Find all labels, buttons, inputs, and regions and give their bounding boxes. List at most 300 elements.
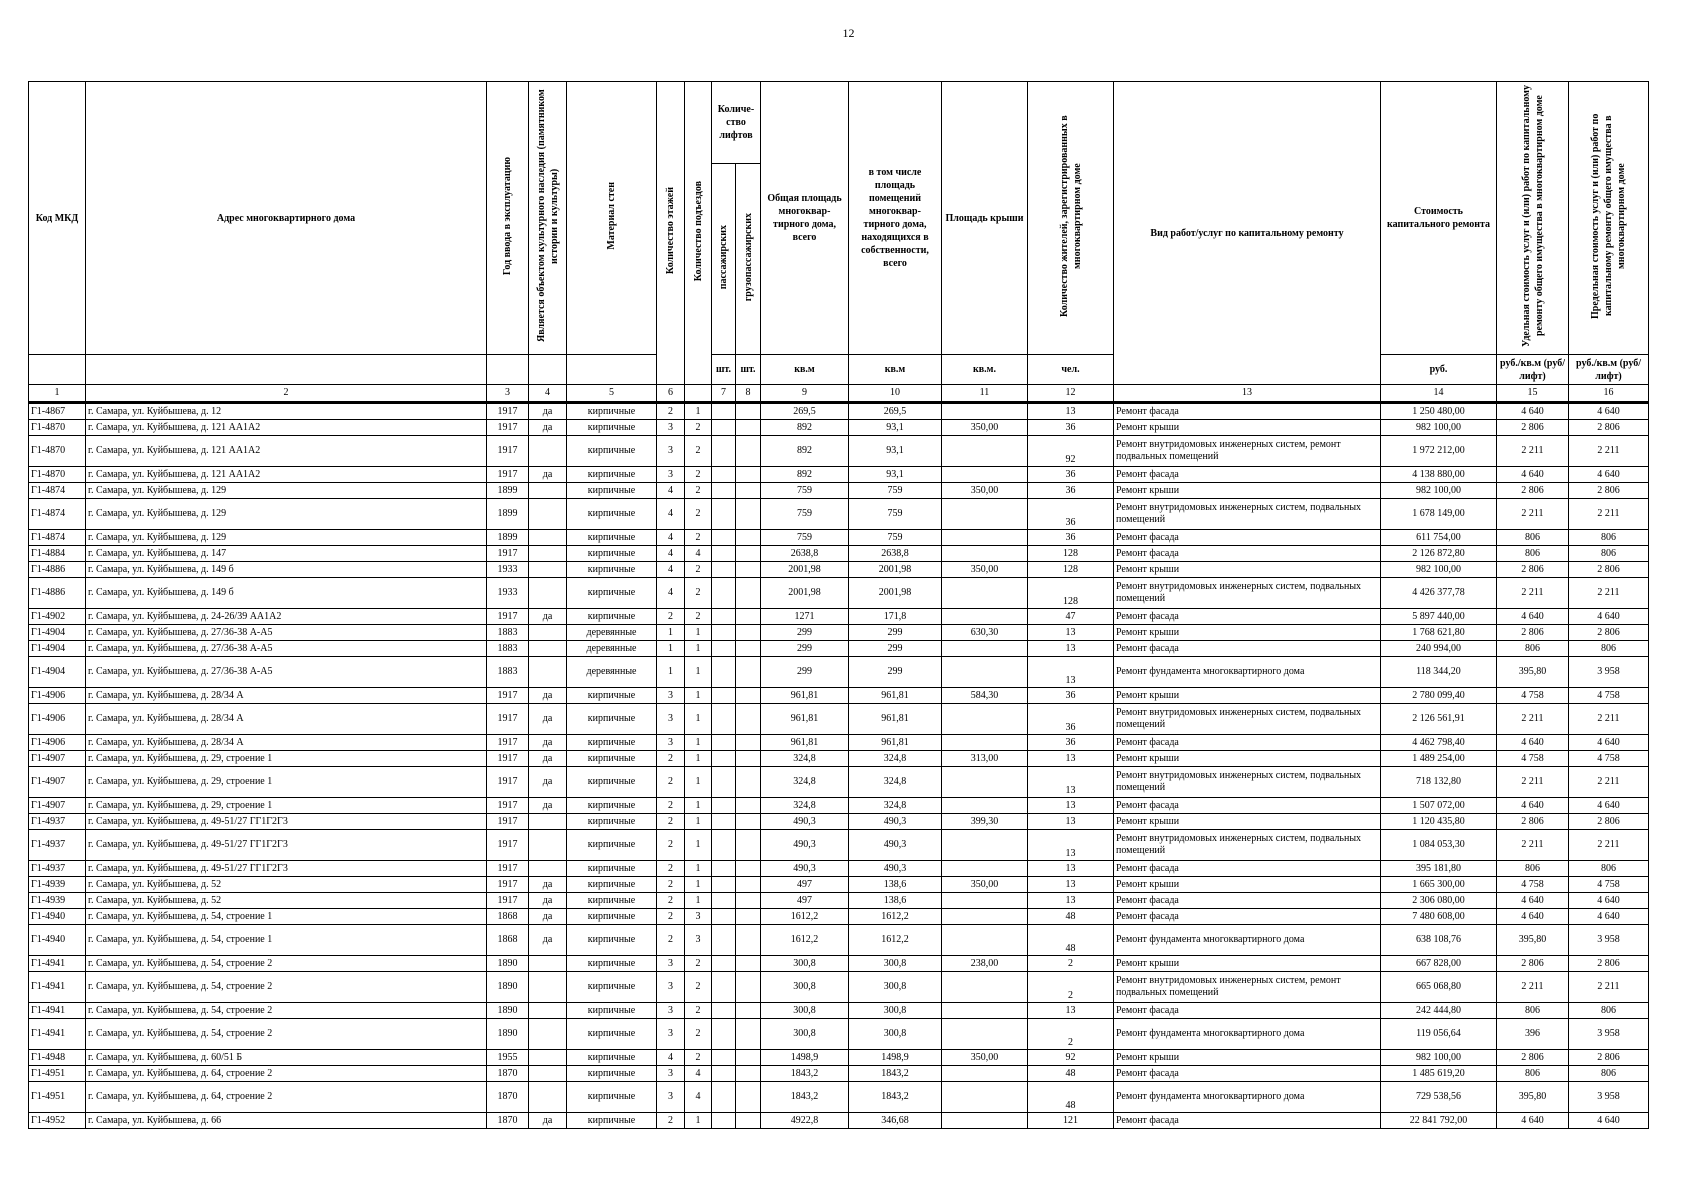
cell-unit-cost: 2 806 <box>1497 956 1569 972</box>
cell-work-type: Ремонт крыши <box>1114 956 1381 972</box>
cell-residents: 13 <box>1028 625 1114 641</box>
cell-lifts-cargo <box>736 893 761 909</box>
cell-work-type: Ремонт фасада <box>1114 1003 1381 1019</box>
cell-work-type: Ремонт крыши <box>1114 1050 1381 1066</box>
cell-max-cost: 2 211 <box>1569 499 1649 530</box>
cell-cost: 1 485 619,20 <box>1381 1066 1497 1082</box>
cell-floors: 3 <box>657 735 685 751</box>
cell-code: Г1-4884 <box>29 546 86 562</box>
cell-code: Г1-4870 <box>29 436 86 467</box>
cell-cost: 729 538,56 <box>1381 1082 1497 1113</box>
cell-code: Г1-4948 <box>29 1050 86 1066</box>
cell-heritage <box>529 861 567 877</box>
table-row <box>29 546 1649 562</box>
cell-unit-cost: 4 640 <box>1497 403 1569 420</box>
cell-year: 1890 <box>487 956 529 972</box>
cell-work-type: Ремонт фасада <box>1114 641 1381 657</box>
cell-total-area: 1498,9 <box>761 1050 849 1066</box>
cell-heritage: да <box>529 893 567 909</box>
header-residents: Количество жителей, зарегистрированных в многоквартирном доме <box>1028 82 1114 355</box>
cell-cost: 2 126 561,91 <box>1381 704 1497 735</box>
cell-max-cost: 2 211 <box>1569 436 1649 467</box>
cell-max-cost: 4 640 <box>1569 909 1649 925</box>
cell-address: г. Самара, ул. Куйбышева, д. 54, строение 1 <box>86 909 487 925</box>
table-row <box>29 688 1649 704</box>
cell-code: Г1-4904 <box>29 641 86 657</box>
cell-code: Г1-4886 <box>29 578 86 609</box>
cell-entrances: 1 <box>685 877 712 893</box>
cell-lifts-cargo <box>736 751 761 767</box>
cell-material: кирпичные <box>567 925 657 956</box>
cell-floors: 2 <box>657 909 685 925</box>
cell-material: кирпичные <box>567 530 657 546</box>
column-number: 9 <box>761 385 849 403</box>
cell-lifts-cargo <box>736 956 761 972</box>
unit-year <box>487 355 529 385</box>
cell-entrances: 2 <box>685 436 712 467</box>
cell-year: 1917 <box>487 546 529 562</box>
cell-residents: 13 <box>1028 814 1114 830</box>
cell-lifts-passenger <box>712 1066 736 1082</box>
cell-entrances: 2 <box>685 420 712 436</box>
cell-owned-area: 299 <box>849 641 942 657</box>
cell-lifts-cargo <box>736 467 761 483</box>
cell-max-cost: 806 <box>1569 546 1649 562</box>
cell-address: г. Самара, ул. Куйбышева, д. 121 АА1А2 <box>86 436 487 467</box>
cell-total-area: 892 <box>761 436 849 467</box>
cell-unit-cost: 806 <box>1497 546 1569 562</box>
cell-cost: 665 068,80 <box>1381 972 1497 1003</box>
table-row <box>29 1082 1649 1113</box>
cell-roof-area: 350,00 <box>942 877 1028 893</box>
cell-residents: 13 <box>1028 641 1114 657</box>
cell-address: г. Самара, ул. Куйбышева, д. 64, строение 2 <box>86 1066 487 1082</box>
cell-year: 1870 <box>487 1066 529 1082</box>
cell-unit-cost: 4 758 <box>1497 751 1569 767</box>
cell-lifts-passenger <box>712 467 736 483</box>
table-row <box>29 467 1649 483</box>
table-row <box>29 956 1649 972</box>
cell-lifts-cargo <box>736 735 761 751</box>
cell-heritage <box>529 830 567 861</box>
cell-residents: 36 <box>1028 420 1114 436</box>
cell-total-area: 1271 <box>761 609 849 625</box>
cell-heritage <box>529 956 567 972</box>
cell-unit-cost: 4 758 <box>1497 688 1569 704</box>
cell-cost: 611 754,00 <box>1381 530 1497 546</box>
column-number: 11 <box>942 385 1028 403</box>
cell-material: кирпичные <box>567 578 657 609</box>
cell-heritage: да <box>529 767 567 798</box>
cell-material: кирпичные <box>567 1050 657 1066</box>
cell-floors: 2 <box>657 877 685 893</box>
header-year: Год ввода в эксплуатацию <box>487 82 529 355</box>
cell-lifts-passenger <box>712 909 736 925</box>
cell-heritage <box>529 641 567 657</box>
cell-max-cost: 806 <box>1569 1066 1649 1082</box>
cell-max-cost: 4 758 <box>1569 877 1649 893</box>
cell-roof-area <box>942 436 1028 467</box>
column-number: 2 <box>86 385 487 403</box>
cell-residents: 13 <box>1028 403 1114 420</box>
cell-floors: 1 <box>657 657 685 688</box>
cell-year: 1917 <box>487 735 529 751</box>
cell-total-area: 324,8 <box>761 767 849 798</box>
table-row <box>29 483 1649 499</box>
cell-material: деревянные <box>567 657 657 688</box>
page-number: 12 <box>842 26 855 40</box>
cell-residents: 36 <box>1028 499 1114 530</box>
cell-cost: 1 507 072,00 <box>1381 798 1497 814</box>
cell-year: 1917 <box>487 798 529 814</box>
cell-floors: 2 <box>657 814 685 830</box>
cell-work-type: Ремонт фасада <box>1114 798 1381 814</box>
table-row <box>29 830 1649 861</box>
cell-entrances: 1 <box>685 751 712 767</box>
cell-owned-area: 324,8 <box>849 767 942 798</box>
cell-total-area: 299 <box>761 641 849 657</box>
cell-lifts-passenger <box>712 403 736 420</box>
cell-residents: 36 <box>1028 483 1114 499</box>
cell-max-cost: 2 806 <box>1569 420 1649 436</box>
cell-roof-area <box>942 830 1028 861</box>
cell-floors: 3 <box>657 436 685 467</box>
cell-owned-area: 759 <box>849 499 942 530</box>
cell-owned-area: 138,6 <box>849 893 942 909</box>
cell-entrances: 1 <box>685 861 712 877</box>
cell-address: г. Самара, ул. Куйбышева, д. 121 АА1А2 <box>86 420 487 436</box>
cell-code: Г1-4937 <box>29 830 86 861</box>
cell-lifts-cargo <box>736 1003 761 1019</box>
cell-roof-area <box>942 735 1028 751</box>
cell-heritage: да <box>529 877 567 893</box>
cell-owned-area: 93,1 <box>849 436 942 467</box>
table-body <box>29 403 1649 1129</box>
table-row <box>29 530 1649 546</box>
cell-roof-area: 350,00 <box>942 562 1028 578</box>
cell-address: г. Самара, ул. Куйбышева, д. 147 <box>86 546 487 562</box>
cell-lifts-passenger <box>712 1050 736 1066</box>
cell-lifts-passenger <box>712 735 736 751</box>
cell-material: деревянные <box>567 641 657 657</box>
cell-year: 1917 <box>487 751 529 767</box>
unit-material <box>567 355 657 385</box>
cell-unit-cost: 806 <box>1497 1003 1569 1019</box>
cell-lifts-cargo <box>736 609 761 625</box>
cell-year: 1883 <box>487 657 529 688</box>
cell-residents: 2 <box>1028 1019 1114 1050</box>
cell-address: г. Самара, ул. Куйбышева, д. 129 <box>86 530 487 546</box>
cell-entrances: 2 <box>685 562 712 578</box>
cell-year: 1917 <box>487 814 529 830</box>
table-row <box>29 893 1649 909</box>
cell-floors: 2 <box>657 830 685 861</box>
cell-owned-area: 300,8 <box>849 956 942 972</box>
cell-max-cost: 2 211 <box>1569 830 1649 861</box>
cell-heritage <box>529 1050 567 1066</box>
cell-floors: 3 <box>657 1082 685 1113</box>
cell-material: кирпичные <box>567 877 657 893</box>
cell-heritage <box>529 1066 567 1082</box>
cell-work-type: Ремонт крыши <box>1114 688 1381 704</box>
cell-year: 1955 <box>487 1050 529 1066</box>
table-row <box>29 751 1649 767</box>
column-number: 6 <box>657 385 685 403</box>
cell-address: г. Самара, ул. Куйбышева, д. 49-51/27 ГГ1Г2Г3 <box>86 814 487 830</box>
cell-address: г. Самара, ул. Куйбышева, д. 29, строение 1 <box>86 751 487 767</box>
cell-entrances: 1 <box>685 657 712 688</box>
cell-owned-area: 961,81 <box>849 688 942 704</box>
cell-year: 1917 <box>487 830 529 861</box>
cell-unit-cost: 4 640 <box>1497 735 1569 751</box>
cell-total-area: 1843,2 <box>761 1066 849 1082</box>
cell-year: 1899 <box>487 483 529 499</box>
cell-address: г. Самара, ул. Куйбышева, д. 49-51/27 ГГ1Г2Г3 <box>86 830 487 861</box>
table-row <box>29 704 1649 735</box>
column-number: 8 <box>736 385 761 403</box>
cell-heritage <box>529 530 567 546</box>
cell-unit-cost: 2 806 <box>1497 814 1569 830</box>
cell-cost: 638 108,76 <box>1381 925 1497 956</box>
cell-lifts-passenger <box>712 1113 736 1129</box>
cell-entrances: 1 <box>685 767 712 798</box>
cell-floors: 4 <box>657 483 685 499</box>
cell-code: Г1-4907 <box>29 751 86 767</box>
cell-address: г. Самара, ул. Куйбышева, д. 27/36-38 А-А5 <box>86 641 487 657</box>
cell-unit-cost: 395,80 <box>1497 925 1569 956</box>
cell-owned-area: 1498,9 <box>849 1050 942 1066</box>
cell-heritage: да <box>529 925 567 956</box>
cell-max-cost: 4 640 <box>1569 609 1649 625</box>
cell-lifts-cargo <box>736 562 761 578</box>
cell-floors: 2 <box>657 925 685 956</box>
cell-total-area: 300,8 <box>761 956 849 972</box>
cell-lifts-passenger <box>712 751 736 767</box>
cell-lifts-cargo <box>736 420 761 436</box>
cell-total-area: 299 <box>761 657 849 688</box>
cell-cost: 2 126 872,80 <box>1381 546 1497 562</box>
cell-unit-cost: 806 <box>1497 1066 1569 1082</box>
column-number: 4 <box>529 385 567 403</box>
unit-roof-area: кв.м. <box>942 355 1028 385</box>
cell-lifts-cargo <box>736 767 761 798</box>
cell-residents: 13 <box>1028 798 1114 814</box>
cell-heritage <box>529 972 567 1003</box>
cell-entrances: 4 <box>685 1082 712 1113</box>
cell-roof-area <box>942 609 1028 625</box>
cell-residents: 13 <box>1028 830 1114 861</box>
cell-cost: 982 100,00 <box>1381 483 1497 499</box>
cell-roof-area <box>942 467 1028 483</box>
cell-code: Г1-4874 <box>29 499 86 530</box>
cell-cost: 1 120 435,80 <box>1381 814 1497 830</box>
cell-lifts-passenger <box>712 877 736 893</box>
cell-cost: 667 828,00 <box>1381 956 1497 972</box>
cell-owned-area: 490,3 <box>849 830 942 861</box>
header-lifts-cargo: грузопассажирских <box>736 164 761 355</box>
cell-entrances: 4 <box>685 1066 712 1082</box>
cell-residents: 47 <box>1028 609 1114 625</box>
cell-cost: 240 994,00 <box>1381 641 1497 657</box>
cell-roof-area <box>942 1003 1028 1019</box>
cell-work-type: Ремонт внутридомовых инженерных систем, подвальных помещений <box>1114 830 1381 861</box>
cell-work-type: Ремонт внутридомовых инженерных систем, подвальных помещений <box>1114 578 1381 609</box>
cell-cost: 242 444,80 <box>1381 1003 1497 1019</box>
cell-max-cost: 2 806 <box>1569 1050 1649 1066</box>
cell-residents: 92 <box>1028 436 1114 467</box>
table-row <box>29 972 1649 1003</box>
cell-code: Г1-4939 <box>29 877 86 893</box>
cell-lifts-cargo <box>736 436 761 467</box>
cell-residents: 92 <box>1028 1050 1114 1066</box>
table-row <box>29 798 1649 814</box>
cell-total-area: 961,81 <box>761 735 849 751</box>
cell-owned-area: 490,3 <box>849 861 942 877</box>
cell-cost: 1 084 053,30 <box>1381 830 1497 861</box>
cell-code: Г1-4940 <box>29 925 86 956</box>
cell-lifts-cargo <box>736 1113 761 1129</box>
cell-material: кирпичные <box>567 735 657 751</box>
column-number: 3 <box>487 385 529 403</box>
cell-unit-cost: 396 <box>1497 1019 1569 1050</box>
table-row <box>29 1113 1649 1129</box>
cell-max-cost: 2 211 <box>1569 972 1649 1003</box>
cell-lifts-passenger <box>712 1082 736 1113</box>
cell-cost: 4 462 798,40 <box>1381 735 1497 751</box>
cell-lifts-passenger <box>712 814 736 830</box>
table-row <box>29 420 1649 436</box>
column-number: 14 <box>1381 385 1497 403</box>
cell-roof-area: 238,00 <box>942 956 1028 972</box>
cell-total-area: 300,8 <box>761 1019 849 1050</box>
cell-code: Г1-4902 <box>29 609 86 625</box>
cell-owned-area: 1612,2 <box>849 925 942 956</box>
cell-total-area: 300,8 <box>761 1003 849 1019</box>
cell-total-area: 299 <box>761 625 849 641</box>
cell-lifts-cargo <box>736 798 761 814</box>
cell-owned-area: 300,8 <box>849 1019 942 1050</box>
cell-entrances: 2 <box>685 1003 712 1019</box>
cell-address: г. Самара, ул. Куйбышева, д. 149 б <box>86 578 487 609</box>
cell-roof-area: 630,30 <box>942 625 1028 641</box>
cell-year: 1917 <box>487 467 529 483</box>
cell-total-area: 759 <box>761 530 849 546</box>
cell-cost: 1 250 480,00 <box>1381 403 1497 420</box>
cell-owned-area: 299 <box>849 657 942 688</box>
cell-roof-area <box>942 1082 1028 1113</box>
cell-lifts-cargo <box>736 972 761 1003</box>
cell-material: кирпичные <box>567 499 657 530</box>
cell-cost: 1 489 254,00 <box>1381 751 1497 767</box>
cell-roof-area <box>942 1019 1028 1050</box>
cell-material: кирпичные <box>567 972 657 1003</box>
cell-work-type: Ремонт фасада <box>1114 609 1381 625</box>
cell-code: Г1-4906 <box>29 735 86 751</box>
cell-max-cost: 4 758 <box>1569 688 1649 704</box>
cell-unit-cost: 4 758 <box>1497 877 1569 893</box>
cell-residents: 2 <box>1028 972 1114 1003</box>
cell-code: Г1-4941 <box>29 956 86 972</box>
cell-max-cost: 4 640 <box>1569 1113 1649 1129</box>
cell-total-area: 892 <box>761 420 849 436</box>
cell-unit-cost: 4 640 <box>1497 1113 1569 1129</box>
cell-address: г. Самара, ул. Куйбышева, д. 52 <box>86 877 487 893</box>
cell-max-cost: 2 211 <box>1569 704 1649 735</box>
cell-year: 1933 <box>487 578 529 609</box>
cell-floors: 4 <box>657 499 685 530</box>
cell-cost: 1 972 212,00 <box>1381 436 1497 467</box>
cell-code: Г1-4906 <box>29 688 86 704</box>
cell-heritage: да <box>529 467 567 483</box>
cell-address: г. Самара, ул. Куйбышева, д. 149 б <box>86 562 487 578</box>
cell-address: г. Самара, ул. Куйбышева, д. 24-26/39 АА1А2 <box>86 609 487 625</box>
cell-entrances: 2 <box>685 1050 712 1066</box>
cell-unit-cost: 4 640 <box>1497 909 1569 925</box>
cell-total-area: 2001,98 <box>761 562 849 578</box>
column-number: 10 <box>849 385 942 403</box>
cell-unit-cost: 2 211 <box>1497 767 1569 798</box>
cell-total-area: 324,8 <box>761 798 849 814</box>
cell-cost: 1 678 149,00 <box>1381 499 1497 530</box>
cell-owned-area: 1843,2 <box>849 1066 942 1082</box>
cell-entrances: 2 <box>685 956 712 972</box>
cell-lifts-cargo <box>736 530 761 546</box>
cell-total-area: 490,3 <box>761 830 849 861</box>
cell-floors: 2 <box>657 609 685 625</box>
cell-owned-area: 759 <box>849 530 942 546</box>
cell-residents: 13 <box>1028 1003 1114 1019</box>
header-code: Код МКД <box>29 82 86 355</box>
header-roof-area: Площадь крыши <box>942 82 1028 355</box>
cell-material: кирпичные <box>567 1082 657 1113</box>
unit-owned-area: кв.м <box>849 355 942 385</box>
cell-address: г. Самара, ул. Куйбышева, д. 28/34 А <box>86 688 487 704</box>
cell-cost: 982 100,00 <box>1381 1050 1497 1066</box>
cell-total-area: 2638,8 <box>761 546 849 562</box>
table-row <box>29 436 1649 467</box>
cell-material: кирпичные <box>567 861 657 877</box>
cell-unit-cost: 2 211 <box>1497 436 1569 467</box>
cell-year: 1917 <box>487 893 529 909</box>
cell-material: кирпичные <box>567 420 657 436</box>
cell-work-type: Ремонт внутридомовых инженерных систем, ремонт подвальных помещений <box>1114 436 1381 467</box>
cell-total-area: 961,81 <box>761 688 849 704</box>
cell-lifts-cargo <box>736 578 761 609</box>
cell-address: г. Самара, ул. Куйбышева, д. 54, строение 2 <box>86 972 487 1003</box>
cell-total-area: 961,81 <box>761 704 849 735</box>
cell-lifts-passenger <box>712 499 736 530</box>
cell-year: 1890 <box>487 972 529 1003</box>
cell-heritage: да <box>529 751 567 767</box>
cell-work-type: Ремонт внутридомовых инженерных систем, подвальных помещений <box>1114 704 1381 735</box>
cell-entrances: 1 <box>685 814 712 830</box>
cell-roof-area <box>942 578 1028 609</box>
cell-max-cost: 2 806 <box>1569 483 1649 499</box>
cell-heritage <box>529 483 567 499</box>
cell-owned-area: 346,68 <box>849 1113 942 1129</box>
cell-residents: 121 <box>1028 1113 1114 1129</box>
cell-max-cost: 806 <box>1569 530 1649 546</box>
cell-lifts-cargo <box>736 925 761 956</box>
cell-lifts-cargo <box>736 483 761 499</box>
cell-code: Г1-4906 <box>29 704 86 735</box>
cell-year: 1870 <box>487 1113 529 1129</box>
cell-unit-cost: 2 211 <box>1497 830 1569 861</box>
cell-heritage: да <box>529 735 567 751</box>
cell-material: кирпичные <box>567 1019 657 1050</box>
column-number-row <box>29 385 1649 403</box>
cell-year: 1917 <box>487 688 529 704</box>
